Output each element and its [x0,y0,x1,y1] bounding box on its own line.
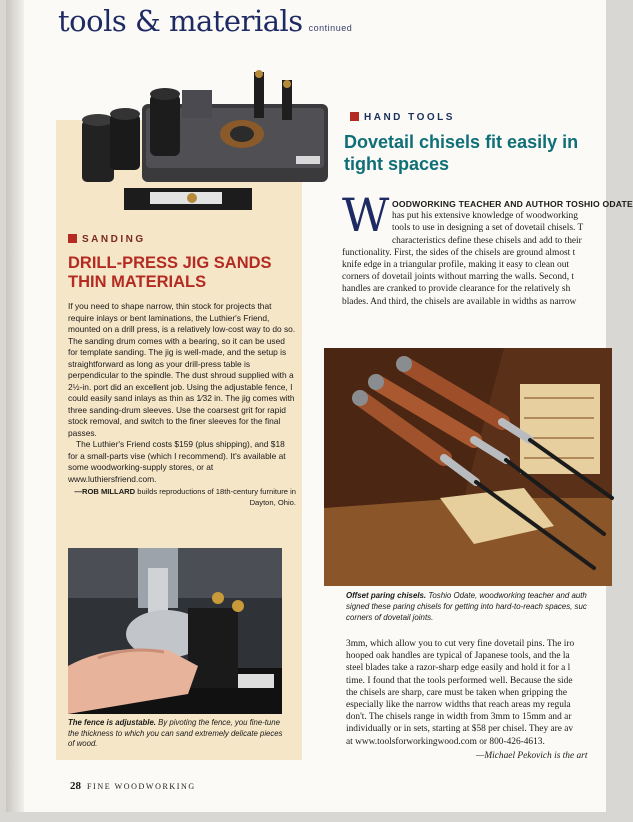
page-fold-shadow [6,0,24,812]
drop-cap: W [342,188,390,242]
caption-lead: The fence is adjustable. [68,718,156,727]
text-line: corners of dovetail joints without marring the walls. Second, t [342,272,574,283]
caption-lead: Offset paring chisels. [346,591,427,600]
text-line: tools to use in designing a set of dovetail chisels. T [392,223,584,234]
text-line: individually or in sets, starting at $58 per chisel. They are av [346,724,574,735]
handtools-signature: —Michael Pekovich is the art [476,751,588,761]
handtools-article-continued [346,638,612,748]
chisels-photo-caption [346,590,612,623]
handtools-article-body [342,198,633,308]
drill-photo-caption [68,718,284,750]
caption-text: By pivoting the fence, you fine-tune the thickness to which you can sand extremely delicate pieces of wood. [68,718,283,748]
header-continued: continued [308,23,353,33]
section-square-icon [350,112,359,121]
text-line: handles are cranked to provide clearance for the relatively sh [342,284,571,295]
text-line: hooped oak handles are typical of Japanese tools, and the la [346,651,570,662]
drill-press-jig-photo [72,64,328,224]
text-line: especially like the narrow widths that reach areas my regula [346,700,571,711]
text-line: functionality. First, the sides of the chisels are ground almost t [342,247,576,258]
text-line: OODWORKING TEACHER AND AUTHOR TOSHIO ODATE [392,199,633,209]
magazine-name: FINE WOODWORKING [87,782,196,791]
caption-line: signed these paring chisels for getting into hard-to-reach spaces, suc [346,602,587,611]
sanding-title: DRILL-PRESS JIG SANDS THIN MATERIALS [68,254,272,291]
text-line: steel blades take a razor-sharp edge easily and hold it for a l [346,663,571,674]
section-square-icon [68,234,77,243]
section-header [58,4,352,38]
sanding-byline [68,486,296,508]
caption-line [346,590,612,601]
caption-line: corners of dovetail joints. [346,613,434,622]
sanding-paragraph-2: The Luthier's Friend costs $159 (plus shipping), and $18 for a small-parts vise (which I recommend). It's available at some woodworking-supply stores, or at www.luthiersfriend.com. [68,439,286,484]
byline-author: —ROB MILLARD [74,487,136,496]
sanding-paragraph-1: If you need to shape narrow, thin stock for projects that require inlays or bent laminations, the Luthier's Friend, mounted on a drill press, is a relatively low-cost way to do so. The sanding drum comes with a bearing, so it can be used for template sanding. The jig is well-made, and the setup is straightforward as long as your drill-press table is perpendicular to the spindle. The dust shroud supplied with a 2½-in. port did an excellent job. Using the adjustable fence, I could easily sand inlays as thin as 1⁄32 in. The jig comes with three sanding-drum sleeves. Use the coarsest grit for rapid stock removal, and switch to the finer sleeves for the final passes. [68,301,296,438]
page-number: 28 [70,780,81,792]
handtools-section-label [350,112,455,123]
magazine-page [6,0,633,812]
text-line: don't. The chisels range in width from 3mm to 15mm and ar [346,712,572,723]
text-line: knife edge in a triangular profile, making it easy to clean out [342,260,570,271]
header-title: tools & materials [58,4,303,38]
caption-text: Toshio Odate, woodworking teacher and auth [428,591,587,600]
text-line: 3mm, which allow you to cut very fine dovetail pins. The iro [346,639,575,649]
page-footer [70,780,196,792]
text-line: time. I found that the tools performed well. Because the side [346,675,573,686]
text-line: the chisels are sharp, care must be taken when gripping the [346,687,568,698]
text-line: characteristics define these chisels and add to their [392,235,582,246]
sanding-section-label [68,234,146,245]
byline-bio: builds reproductions of 18th-century furniture in Dayton, Ohio. [137,487,296,507]
text-line: has put his extensive knowledge of woodworking [392,211,578,222]
handtools-title: Dovetail chisels fit easily in tight spaces [344,132,579,174]
text-line: at www.toolsforworkingwood.com or 800-426-4613. [346,736,545,747]
sanding-article-body [68,301,296,508]
sanding-section-text: SANDING [82,234,146,245]
dovetail-chisels-photo [324,348,612,586]
drill-press-fence-photo [68,548,282,714]
text-line: blades. And third, the chisels are available in widths as narrow [342,296,577,307]
handtools-section-text: HAND TOOLS [364,112,455,123]
